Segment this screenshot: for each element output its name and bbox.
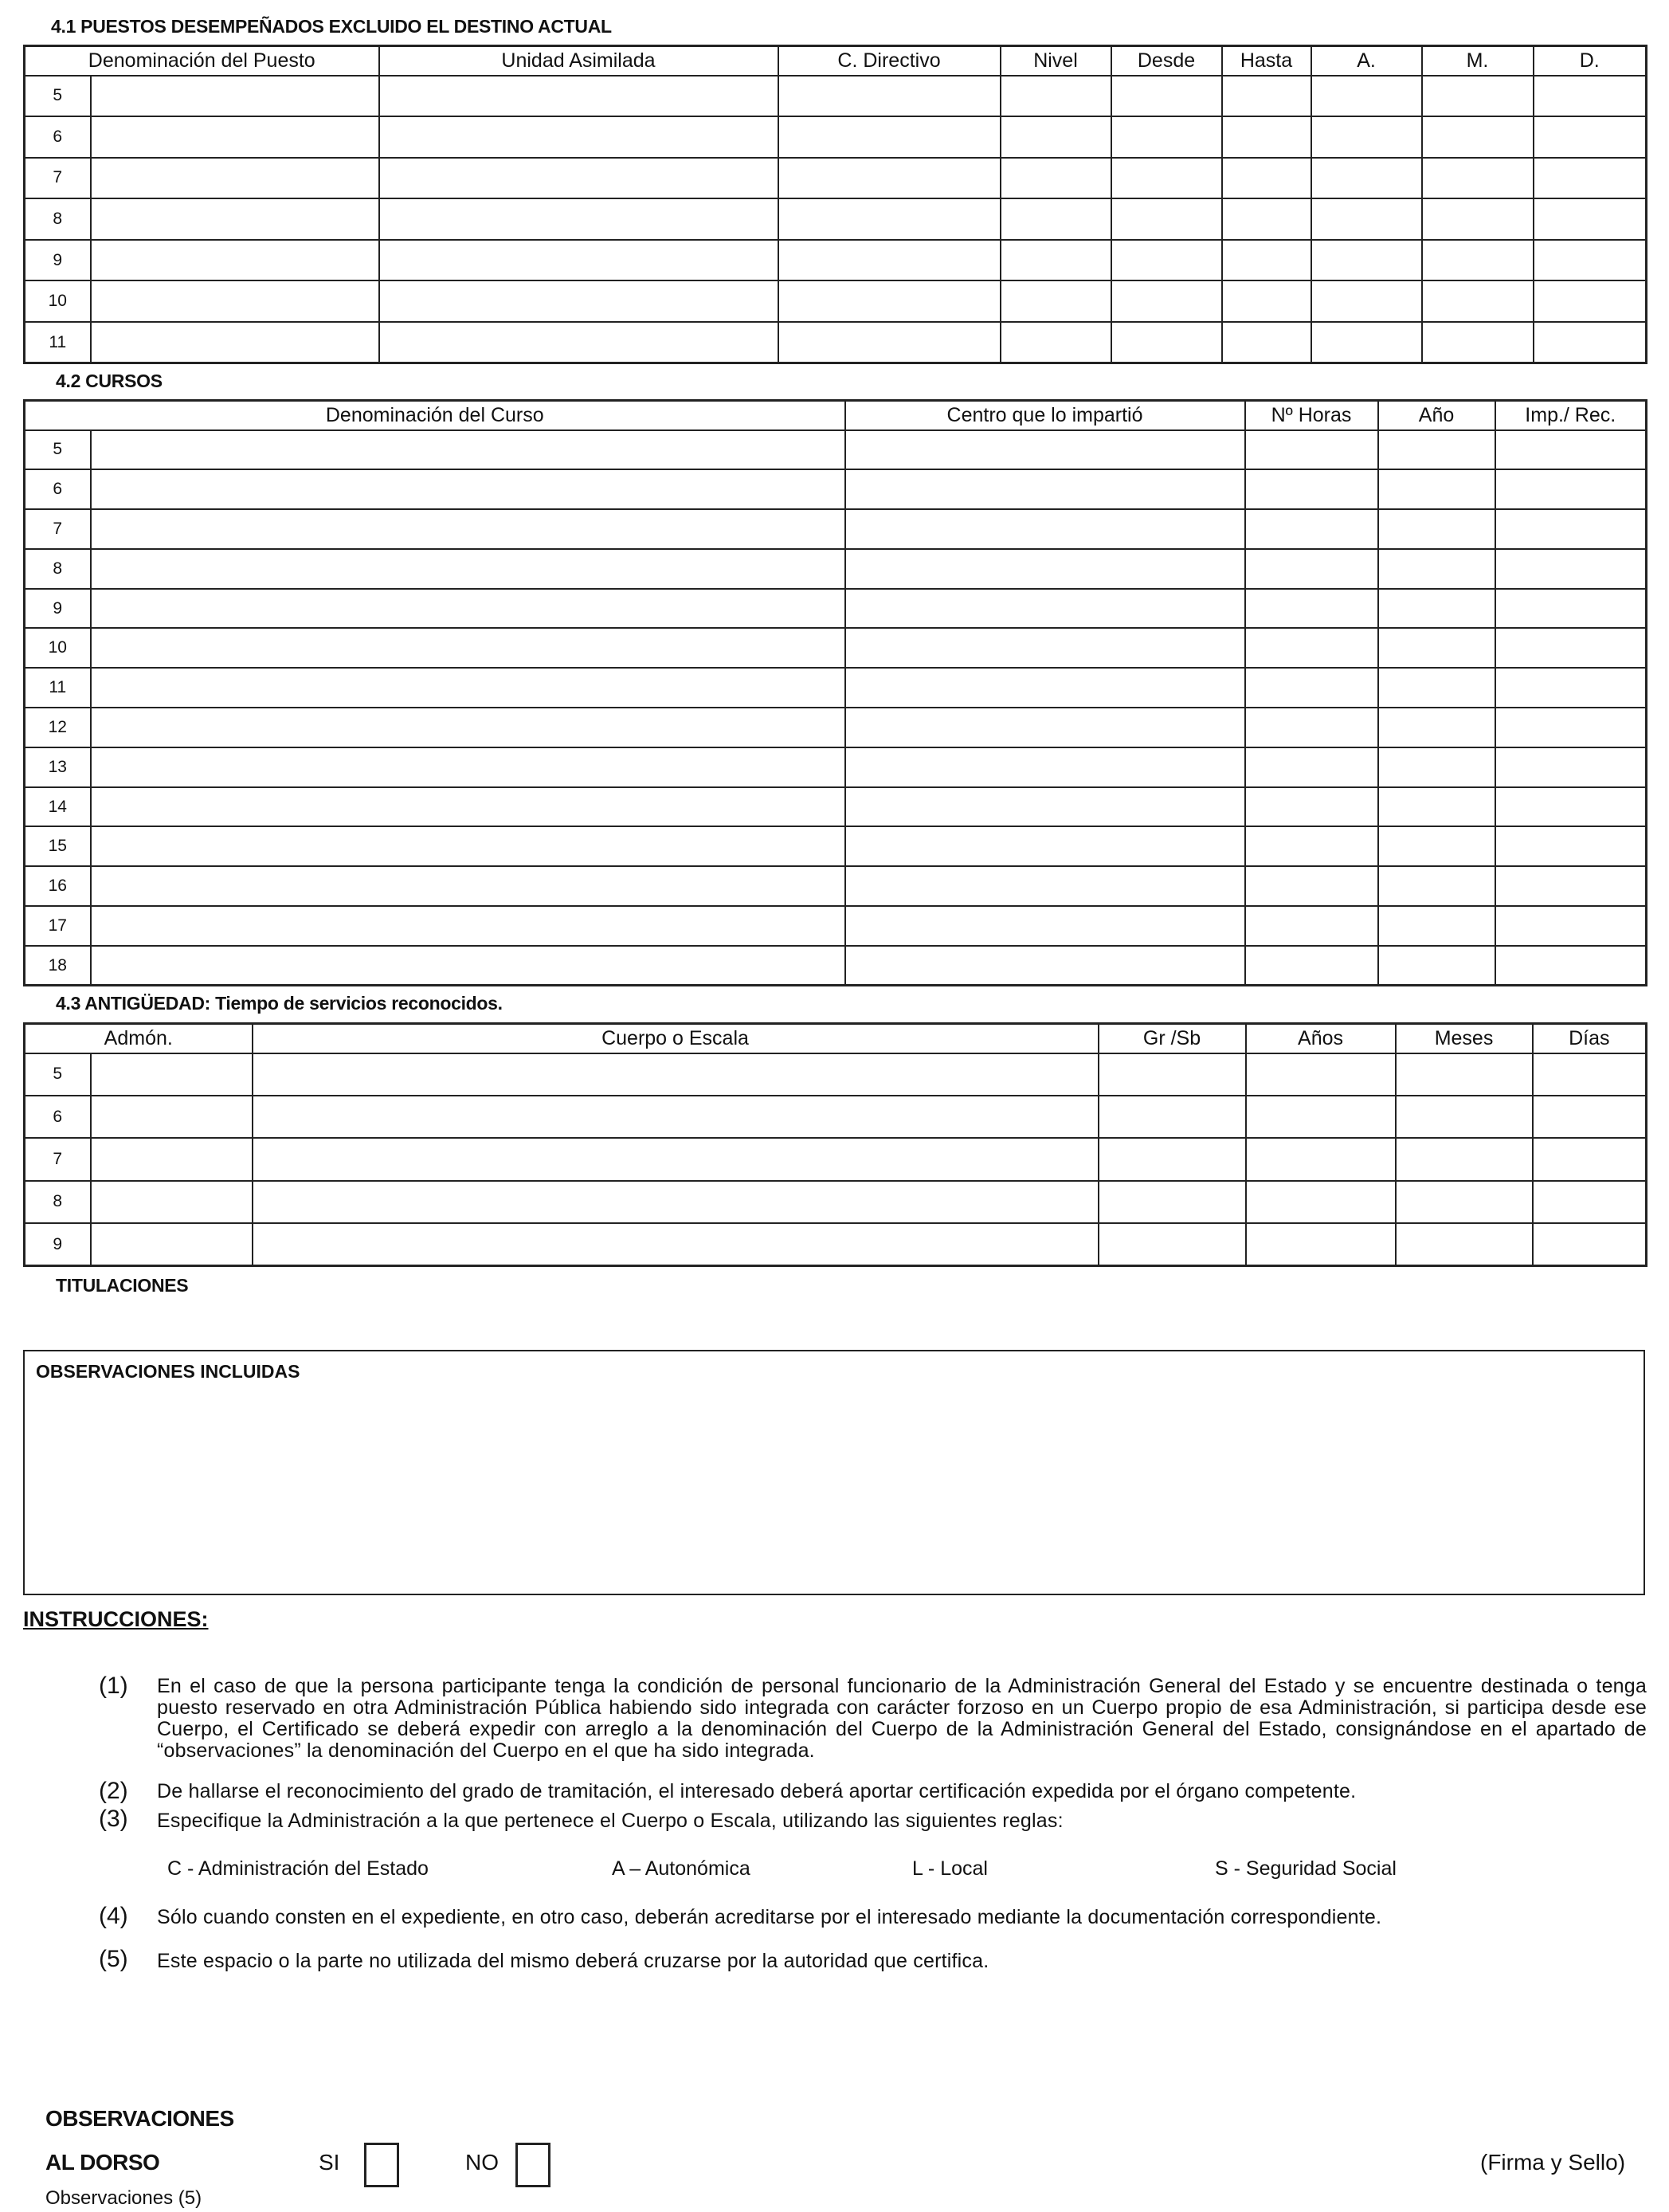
observaciones-incluidas-label: OBSERVACIONES INCLUIDAS: [36, 1361, 300, 1382]
table-row: [25, 240, 1647, 281]
table-cell[interactable]: [1495, 787, 1647, 827]
table-cell[interactable]: [1001, 198, 1111, 240]
header-centro: Centro que lo impartió: [845, 401, 1245, 430]
table-cell[interactable]: [1378, 509, 1495, 549]
table-cell[interactable]: [91, 198, 379, 240]
table-cell[interactable]: [1534, 240, 1647, 281]
table-cell[interactable]: [91, 1181, 253, 1223]
header-horas: Nº Horas: [1245, 401, 1378, 430]
header-meses: M.: [1422, 46, 1534, 76]
table-row: [25, 589, 1647, 629]
row-number: 5: [25, 430, 91, 470]
section-4-3-title: 4.3 ANTIGÜEDAD: Tiempo de servicios reconocidos.: [56, 993, 503, 1014]
row-number: 7: [25, 1138, 91, 1180]
table-cell[interactable]: [845, 946, 1245, 986]
table-cell[interactable]: [1396, 1138, 1533, 1180]
row-number: 15: [25, 826, 91, 866]
table-cell[interactable]: [778, 116, 1001, 158]
table-cell[interactable]: [379, 158, 778, 199]
regla-local: L - Local: [912, 1857, 988, 1880]
table-cell[interactable]: [845, 668, 1245, 708]
table-cell[interactable]: [91, 430, 845, 470]
table-row: [25, 708, 1647, 747]
table-cell[interactable]: [253, 1053, 1099, 1096]
table-cell[interactable]: [1378, 430, 1495, 470]
table-cell[interactable]: [91, 1138, 253, 1180]
table-cell[interactable]: [1533, 1096, 1647, 1138]
section-4-2-title: 4.2 CURSOS: [56, 371, 163, 391]
table-cell[interactable]: [1495, 946, 1647, 986]
row-number: 14: [25, 787, 91, 827]
table-cell[interactable]: [1001, 240, 1111, 281]
table-cell[interactable]: [1495, 826, 1647, 866]
table-cell[interactable]: [91, 469, 845, 509]
instruccion-1-num: (1): [99, 1673, 128, 1699]
table-cell[interactable]: [379, 76, 778, 117]
row-number: 9: [25, 240, 91, 281]
table-cell[interactable]: [845, 430, 1245, 470]
table-cell[interactable]: [1378, 826, 1495, 866]
table-cell[interactable]: [91, 1096, 253, 1138]
header-denominacion-curso: Denominación del Curso: [25, 401, 845, 430]
table-cell[interactable]: [91, 747, 845, 787]
table-cell[interactable]: [1422, 280, 1534, 322]
table-row: [25, 1096, 1647, 1138]
table-cell[interactable]: [1099, 1096, 1246, 1138]
table-cell[interactable]: [1378, 469, 1495, 509]
instruccion-4-num: (4): [99, 1903, 128, 1929]
table-cell[interactable]: [1422, 322, 1534, 363]
header-dias-antiguedad: Días: [1533, 1024, 1647, 1053]
instruccion-3-text: Especifique la Administración a la que pertenece el Cuerpo o Escala, utilizando las siguientes reglas:: [157, 1810, 1064, 1832]
row-number: 10: [25, 280, 91, 322]
table-cell[interactable]: [1495, 866, 1647, 906]
table-cell[interactable]: [1245, 906, 1378, 946]
table-cell[interactable]: [1495, 469, 1647, 509]
row-number: 18: [25, 946, 91, 986]
table-cell[interactable]: [91, 76, 379, 117]
table-cell[interactable]: [253, 1138, 1099, 1180]
table-cell[interactable]: [1222, 240, 1311, 281]
table-cell[interactable]: [379, 240, 778, 281]
table-cell[interactable]: [1495, 549, 1647, 589]
table-row: [25, 549, 1647, 589]
table-cell[interactable]: [91, 787, 845, 827]
table-cell[interactable]: [379, 322, 778, 363]
table-cell[interactable]: [1533, 1053, 1647, 1096]
table-cell[interactable]: [778, 158, 1001, 199]
row-number: 12: [25, 708, 91, 747]
table-cell[interactable]: [845, 708, 1245, 747]
observaciones-label: OBSERVACIONES: [45, 2106, 234, 2131]
table-cell[interactable]: [1495, 708, 1647, 747]
table-cell[interactable]: [91, 158, 379, 199]
table-cell[interactable]: [253, 1223, 1099, 1265]
section-4-1-title: 4.1 PUESTOS DESEMPEÑADOS EXCLUIDO EL DESTINO ACTUAL: [51, 16, 612, 37]
instruccion-2-text: De hallarse el reconocimiento del grado de tramitación, el interesado deberá aportar certificación expedida por el órgano competente.: [157, 1780, 1357, 1802]
table-cell[interactable]: [1245, 509, 1378, 549]
antiguedad-table: [23, 1022, 1647, 1267]
table-cell[interactable]: [1534, 280, 1647, 322]
table-cell[interactable]: [1378, 747, 1495, 787]
table-cell[interactable]: [1311, 240, 1422, 281]
table-cell[interactable]: [1099, 1138, 1246, 1180]
table-cell[interactable]: [379, 198, 778, 240]
table-cell[interactable]: [91, 322, 379, 363]
table-cell[interactable]: [1246, 1053, 1396, 1096]
table-cell[interactable]: [845, 589, 1245, 629]
table-cell[interactable]: [1245, 589, 1378, 629]
header-dias: D.: [1534, 46, 1647, 76]
table-row: [25, 747, 1647, 787]
regla-estado: C - Administración del Estado: [167, 1857, 429, 1880]
table-cell[interactable]: [1378, 549, 1495, 589]
table-cell[interactable]: [1534, 76, 1647, 117]
header-nivel: Nivel: [1001, 46, 1111, 76]
table-cell[interactable]: [91, 708, 845, 747]
table-row: [25, 787, 1647, 827]
table-cell[interactable]: [845, 549, 1245, 589]
table-cell[interactable]: [91, 906, 845, 946]
table-cell[interactable]: [1534, 198, 1647, 240]
table-cell[interactable]: [1378, 946, 1495, 986]
table-cell[interactable]: [91, 946, 845, 986]
table-cell[interactable]: [1245, 628, 1378, 668]
table-cell[interactable]: [1001, 76, 1111, 117]
table-cell[interactable]: [1245, 787, 1378, 827]
table-cell[interactable]: [1533, 1138, 1647, 1180]
table-cell[interactable]: [91, 509, 845, 549]
table-cell[interactable]: [1246, 1223, 1396, 1265]
table-row: [25, 76, 1647, 117]
table-cell[interactable]: [1533, 1181, 1647, 1223]
table-cell[interactable]: [1001, 158, 1111, 199]
row-number: 8: [25, 198, 91, 240]
table-row: [25, 906, 1647, 946]
table-cell[interactable]: [1311, 158, 1422, 199]
table-cell[interactable]: [1245, 946, 1378, 986]
table-cell[interactable]: [778, 322, 1001, 363]
row-number: 9: [25, 1223, 91, 1265]
table-cell[interactable]: [1422, 158, 1534, 199]
table-cell[interactable]: [91, 628, 845, 668]
table-cell[interactable]: [1422, 240, 1534, 281]
table-row: [25, 1138, 1647, 1180]
table-cell[interactable]: [1378, 589, 1495, 629]
table-cell[interactable]: [778, 76, 1001, 117]
row-number: 13: [25, 747, 91, 787]
table-cell[interactable]: [1222, 198, 1311, 240]
table-cell[interactable]: [1111, 116, 1222, 158]
table-cell[interactable]: [1311, 280, 1422, 322]
table-cell[interactable]: [91, 589, 845, 629]
table-cell[interactable]: [1245, 866, 1378, 906]
table-cell[interactable]: [1311, 198, 1422, 240]
instruccion-1-text: En el caso de que la persona participante tenga la condición de personal funcionario de la Administración General del Estado y se encuentre destinada o tenga puesto reservado en otra Administración Pública habiendo sido integrada con carácter forzoso en un Cuerpo propio de esa Administración, si participa desde ese Cuerpo, el Certificado se deberá expedir con arreglo a la denominación del Cuerpo de la Administración General del Estado, consignándose en el apartado de “observaciones” la denominación del Cuerpo en el que ha sido integrada.: [157, 1675, 1647, 1762]
table-cell[interactable]: [1245, 708, 1378, 747]
table-row: [25, 280, 1647, 322]
table-cell[interactable]: [1378, 708, 1495, 747]
row-number: 10: [25, 628, 91, 668]
table-cell[interactable]: [1422, 76, 1534, 117]
row-number: 16: [25, 866, 91, 906]
table-cell[interactable]: [91, 826, 845, 866]
row-number: 7: [25, 509, 91, 549]
table-cell[interactable]: [1378, 866, 1495, 906]
instruccion-5-text: Este espacio o la parte no utilizada del mismo deberá cruzarse por la autoridad que certifica.: [157, 1950, 989, 1972]
table-cell[interactable]: [845, 866, 1245, 906]
table-cell[interactable]: [91, 116, 379, 158]
table-cell[interactable]: [845, 628, 1245, 668]
instrucciones-heading: INSTRUCCIONES:: [23, 1607, 209, 1631]
table-cell[interactable]: [1246, 1096, 1396, 1138]
table-cell[interactable]: [91, 866, 845, 906]
header-admon: Admón.: [25, 1024, 253, 1053]
table-cell[interactable]: [253, 1181, 1099, 1223]
si-label: SI: [319, 2150, 340, 2175]
header-cuerpo-escala: Cuerpo o Escala: [253, 1024, 1099, 1053]
table-cell[interactable]: [1222, 76, 1311, 117]
header-c-directivo: C. Directivo: [778, 46, 1001, 76]
no-checkbox[interactable]: [515, 2143, 550, 2187]
table-cell[interactable]: [1495, 430, 1647, 470]
table-cell[interactable]: [1246, 1181, 1396, 1223]
table-cell[interactable]: [845, 906, 1245, 946]
header-unidad-asimilada: Unidad Asimilada: [379, 46, 778, 76]
table-cell[interactable]: [1099, 1223, 1246, 1265]
table-cell[interactable]: [1495, 589, 1647, 629]
table-cell[interactable]: [1099, 1053, 1246, 1096]
table-cell[interactable]: [253, 1096, 1099, 1138]
regla-seguridad-social: S - Seguridad Social: [1215, 1857, 1397, 1880]
table-cell[interactable]: [1396, 1096, 1533, 1138]
table-cell[interactable]: [1111, 240, 1222, 281]
row-number: 7: [25, 158, 91, 199]
table-cell[interactable]: [1222, 322, 1311, 363]
table-cell[interactable]: [1111, 322, 1222, 363]
table-cell[interactable]: [778, 198, 1001, 240]
header-anos-antiguedad: Años: [1246, 1024, 1396, 1053]
si-checkbox[interactable]: [364, 2143, 399, 2187]
table-row: [25, 1181, 1647, 1223]
table-cell[interactable]: [1533, 1223, 1647, 1265]
table-cell[interactable]: [1378, 668, 1495, 708]
table-row: [25, 1223, 1647, 1265]
table-cell[interactable]: [1396, 1223, 1533, 1265]
no-label: NO: [465, 2150, 499, 2175]
table-cell[interactable]: [1378, 787, 1495, 827]
header-meses-antiguedad: Meses: [1396, 1024, 1533, 1053]
header-desde: Desde: [1111, 46, 1222, 76]
header-hasta: Hasta: [1222, 46, 1311, 76]
table-cell[interactable]: [1222, 280, 1311, 322]
table-cell[interactable]: [845, 826, 1245, 866]
observaciones-5-label: Observaciones (5): [45, 2187, 202, 2209]
header-denominacion-puesto: Denominación del Puesto: [25, 46, 379, 76]
table-cell[interactable]: [1534, 322, 1647, 363]
table-cell[interactable]: [1495, 747, 1647, 787]
row-number: 6: [25, 1096, 91, 1138]
table-cell[interactable]: [1001, 116, 1111, 158]
table-row: [25, 826, 1647, 866]
table-row: [25, 198, 1647, 240]
table-cell[interactable]: [1245, 826, 1378, 866]
table-cell[interactable]: [1246, 1138, 1396, 1180]
table-cell[interactable]: [778, 280, 1001, 322]
table-cell[interactable]: [845, 747, 1245, 787]
observaciones-incluidas-box[interactable]: [23, 1350, 1645, 1595]
table-cell[interactable]: [1245, 549, 1378, 589]
table-row: [25, 116, 1647, 158]
table-cell[interactable]: [1245, 668, 1378, 708]
table-cell[interactable]: [1495, 509, 1647, 549]
table-cell[interactable]: [1111, 158, 1222, 199]
table-cell[interactable]: [1245, 747, 1378, 787]
table-cell[interactable]: [1222, 116, 1311, 158]
table-cell[interactable]: [1245, 469, 1378, 509]
row-number: 8: [25, 549, 91, 589]
table-row: [25, 668, 1647, 708]
table-cell[interactable]: [379, 116, 778, 158]
table-cell[interactable]: [1111, 76, 1222, 117]
row-number: 5: [25, 1053, 91, 1096]
header-gr-sb: Gr /Sb: [1099, 1024, 1246, 1053]
row-number: 6: [25, 116, 91, 158]
cursos-table: [23, 399, 1647, 986]
table-row: [25, 430, 1647, 470]
table-cell[interactable]: [1222, 158, 1311, 199]
table-row: [25, 158, 1647, 199]
table-row: [25, 866, 1647, 906]
row-number: 11: [25, 668, 91, 708]
table-cell[interactable]: [91, 1223, 253, 1265]
table-cell[interactable]: [1396, 1053, 1533, 1096]
header-imp-rec: Imp./ Rec.: [1495, 401, 1647, 430]
table-cell[interactable]: [1311, 116, 1422, 158]
instruccion-2-num: (2): [99, 1778, 128, 1804]
row-number: 5: [25, 76, 91, 117]
table-cell[interactable]: [1422, 116, 1534, 158]
row-number: 17: [25, 906, 91, 946]
table-cell[interactable]: [91, 549, 845, 589]
table-cell[interactable]: [91, 1053, 253, 1096]
table-row: [25, 469, 1647, 509]
table-cell[interactable]: [1495, 628, 1647, 668]
table-cell[interactable]: [1001, 322, 1111, 363]
table-cell[interactable]: [845, 787, 1245, 827]
instruccion-5-num: (5): [99, 1946, 128, 1972]
table-row: [25, 628, 1647, 668]
table-cell[interactable]: [1099, 1181, 1246, 1223]
table-cell[interactable]: [778, 240, 1001, 281]
instruccion-3-num: (3): [99, 1806, 128, 1832]
header-anos: A.: [1311, 46, 1422, 76]
row-number: 9: [25, 589, 91, 629]
table-cell[interactable]: [1111, 280, 1222, 322]
puestos-table: [23, 45, 1647, 364]
table-cell[interactable]: [1422, 198, 1534, 240]
row-number: 11: [25, 322, 91, 363]
al-dorso-label: AL DORSO: [45, 2150, 160, 2175]
table-cell[interactable]: [1534, 158, 1647, 199]
table-row: [25, 322, 1647, 363]
table-cell[interactable]: [1495, 668, 1647, 708]
table-cell[interactable]: [379, 280, 778, 322]
table-cell[interactable]: [1311, 322, 1422, 363]
table-cell[interactable]: [1378, 628, 1495, 668]
header-ano: Año: [1378, 401, 1495, 430]
table-cell[interactable]: [91, 280, 379, 322]
row-number: 6: [25, 469, 91, 509]
table-cell[interactable]: [1495, 906, 1647, 946]
table-cell[interactable]: [1534, 116, 1647, 158]
row-number: 8: [25, 1181, 91, 1223]
titulaciones-label: TITULACIONES: [56, 1275, 189, 1296]
table-row: [25, 509, 1647, 549]
table-cell[interactable]: [1378, 906, 1495, 946]
table-cell[interactable]: [1245, 430, 1378, 470]
table-cell[interactable]: [91, 240, 379, 281]
table-cell[interactable]: [845, 469, 1245, 509]
table-row: [25, 1053, 1647, 1096]
table-cell[interactable]: [1111, 198, 1222, 240]
table-cell[interactable]: [845, 509, 1245, 549]
table-cell[interactable]: [91, 668, 845, 708]
regla-autonomica: A – Autonómica: [612, 1857, 750, 1880]
table-cell[interactable]: [1001, 280, 1111, 322]
firma-sello-label: (Firma y Sello): [1480, 2150, 1626, 2175]
table-row: [25, 946, 1647, 986]
table-cell[interactable]: [1396, 1181, 1533, 1223]
instruccion-4-text: Sólo cuando consten en el expediente, en otro caso, deberán acreditarse por el interesado mediante la documentación correspondiente.: [157, 1906, 1382, 1928]
table-cell[interactable]: [1311, 76, 1422, 117]
